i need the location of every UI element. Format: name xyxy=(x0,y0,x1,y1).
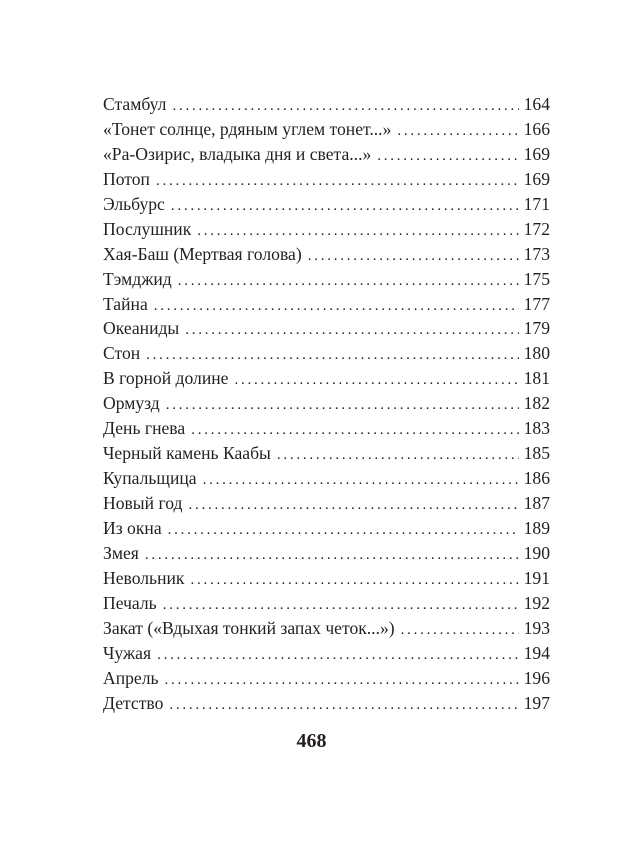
toc-entry xyxy=(103,217,550,242)
dot-leader xyxy=(191,418,518,443)
toc-entry-title: Невольник xyxy=(103,567,185,588)
toc-entry xyxy=(103,616,550,641)
toc-entry-page: 177 xyxy=(523,293,550,314)
toc-entry-title: День гнева xyxy=(103,418,186,439)
page-number: 468 xyxy=(296,730,327,752)
toc-entry xyxy=(103,491,550,516)
toc-entry-page: 172 xyxy=(523,218,550,239)
toc-entry-title: Змея xyxy=(103,542,139,563)
dot-leader xyxy=(154,294,519,319)
toc-entry-title: Тайна xyxy=(103,293,148,314)
dot-leader xyxy=(172,94,518,119)
toc-entry-page: 173 xyxy=(523,243,550,264)
dot-leader xyxy=(169,693,518,718)
toc-entry-title: Эльбурс xyxy=(103,193,165,214)
toc-entry xyxy=(103,666,550,691)
dot-leader xyxy=(166,393,519,418)
dot-leader xyxy=(277,443,519,468)
toc-entry-title: Послушник xyxy=(103,218,192,239)
toc-entry xyxy=(103,267,550,292)
toc-entry xyxy=(103,242,550,267)
toc-entry-title: В горной долине xyxy=(103,368,229,389)
toc-entry-page: 181 xyxy=(523,368,550,389)
dot-leader xyxy=(171,194,519,219)
dot-leader xyxy=(165,668,519,693)
table-of-contents xyxy=(103,92,550,715)
toc-entry xyxy=(103,92,550,117)
toc-entry-title: Чужая xyxy=(103,642,152,663)
toc-entry xyxy=(103,192,550,217)
dot-leader xyxy=(397,119,518,144)
toc-entry xyxy=(103,292,550,317)
toc-entry-page: 190 xyxy=(523,542,550,563)
toc-entry-title: «Тонет солнце, рдяным углем тонет...» xyxy=(103,118,392,139)
toc-entry-page: 196 xyxy=(523,667,550,688)
toc-entry-page: 169 xyxy=(523,143,550,164)
dot-leader xyxy=(185,318,518,343)
toc-entry-title: Закат («Вдыхая тонкий запах четок...») xyxy=(103,617,395,638)
toc-entry xyxy=(103,366,550,391)
toc-entry-title: Тэмджид xyxy=(103,268,172,289)
dot-leader xyxy=(190,568,518,593)
toc-entry-title: Стон xyxy=(103,343,141,364)
toc-entry-page: 185 xyxy=(523,443,550,464)
toc-entry-title: Апрель xyxy=(103,667,159,688)
dot-leader xyxy=(377,144,518,169)
toc-entry-page: 193 xyxy=(523,617,550,638)
toc-entry-page: 191 xyxy=(523,567,550,588)
toc-entry-title: Потоп xyxy=(103,168,150,189)
toc-entry-page: 194 xyxy=(523,642,550,663)
dot-leader xyxy=(145,543,519,568)
toc-entry-page: 183 xyxy=(523,418,550,439)
toc-entry-title: Хая-Баш (Мертвая голова) xyxy=(103,243,302,264)
toc-entry xyxy=(103,416,550,441)
toc-entry xyxy=(103,641,550,666)
toc-entry-page: 179 xyxy=(523,318,550,339)
toc-entry xyxy=(103,566,550,591)
toc-entry-title: Купальщица xyxy=(103,468,197,489)
toc-entry xyxy=(103,391,550,416)
toc-entry-page: 180 xyxy=(523,343,550,364)
toc-entry xyxy=(103,441,550,466)
dot-leader xyxy=(178,269,519,294)
toc-entry-title: Печаль xyxy=(103,592,157,613)
dot-leader xyxy=(401,618,519,643)
dot-leader xyxy=(197,219,518,244)
dot-leader xyxy=(163,593,519,618)
toc-entry xyxy=(103,117,550,142)
toc-entry-title: Из окна xyxy=(103,517,162,538)
toc-entry-page: 186 xyxy=(523,468,550,489)
toc-entry-page: 189 xyxy=(523,517,550,538)
toc-entry xyxy=(103,591,550,616)
toc-entry-title: Океаниды xyxy=(103,318,180,339)
dot-leader xyxy=(156,169,519,194)
dot-leader xyxy=(146,343,518,368)
toc-entry-page: 164 xyxy=(523,94,550,114)
toc-entry xyxy=(103,466,550,491)
toc-entry-page: 187 xyxy=(523,493,550,513)
dot-leader xyxy=(188,493,518,518)
toc-entry-page: 197 xyxy=(523,692,550,713)
toc-entry-title: «Ра-Озирис, владыка дня и света...» xyxy=(103,143,372,164)
toc-entry-page: 182 xyxy=(523,393,550,414)
toc-entry-page: 169 xyxy=(523,168,550,189)
dot-leader xyxy=(203,468,519,493)
dot-leader xyxy=(157,643,519,668)
toc-entry-page: 192 xyxy=(523,592,550,613)
dot-leader xyxy=(308,244,519,269)
toc-entry-page: 166 xyxy=(523,118,550,139)
toc-entry-page: 175 xyxy=(523,268,550,289)
toc-entry-title: Черный камень Каабы xyxy=(103,443,271,464)
toc-entry xyxy=(103,142,550,167)
toc-entry-title: Стамбул xyxy=(103,94,167,114)
toc-entry-title: Ормузд xyxy=(103,393,160,414)
toc-entry-title: Новый год xyxy=(103,493,183,513)
toc-entry-title: Детство xyxy=(103,692,164,713)
toc-entry xyxy=(103,167,550,192)
toc-entry-page: 171 xyxy=(523,193,550,214)
toc-entry xyxy=(103,516,550,541)
dot-leader xyxy=(168,518,519,543)
toc-entry xyxy=(103,541,550,566)
toc-entry xyxy=(103,691,550,716)
toc-entry xyxy=(103,316,550,341)
toc-entry xyxy=(103,341,550,366)
dot-leader xyxy=(234,368,518,393)
